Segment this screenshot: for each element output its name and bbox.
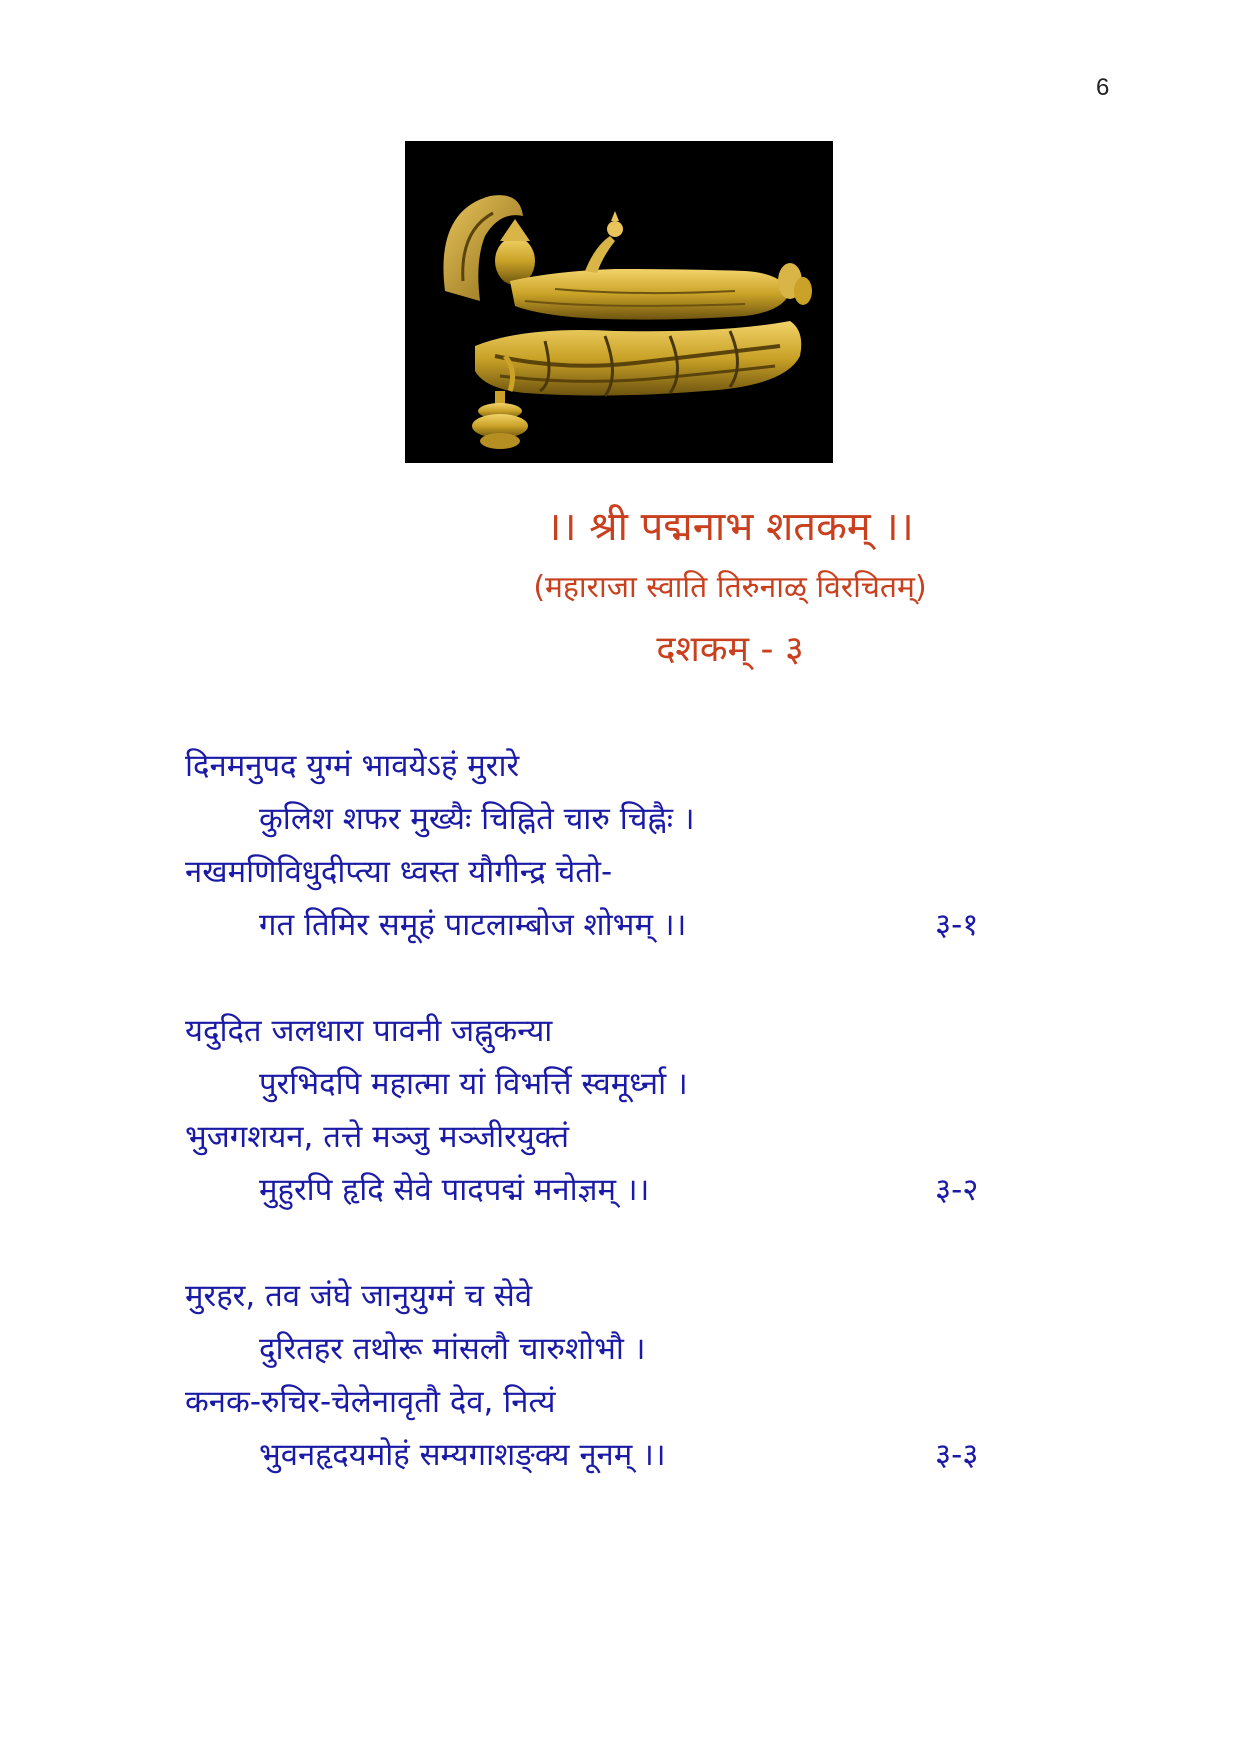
golden-reclining-deity-icon [405,141,833,463]
verse-list [185,740,1045,1535]
verse-line: कुलिश शफर मुख्यैः चिह्निते चारु चिह्नैः । [259,801,695,837]
deity-illustration [405,141,833,463]
page-subtitle: (महाराजा स्वाति तिरुनाळ् विरचितम्) [533,570,927,605]
verse-line: भुजगशयन, तत्ते मञ्जु मञ्जीरयुक्तं [185,1119,570,1155]
verse-line-text: भुवनहृदयमोहं सम्यगाशङ्क्य नूनम् ।। [259,1437,666,1473]
verse-line-text: गत तिमिर समूहं पाटलाम्बोज शोभम् ।। [259,907,687,943]
page-number: 6 [1096,74,1110,101]
verse-number: ३-३ [935,1437,979,1473]
title-block [0,495,1240,683]
verse-line-text: मुहुरपि हृदि सेवे पादपद्मं मनोज्ञम् ।। [259,1172,650,1208]
verse [185,740,1045,952]
verse-line-last [185,1164,1045,1217]
verse-line: कनक-रुचिर-चेलेनावृतौ देव, नित्यं [185,1384,556,1420]
verse-line: मुरहर, तव जंघे जानुयुग्मं च सेवे [185,1278,533,1314]
verse [185,1005,1045,1217]
verse-number: ३-२ [935,1172,979,1208]
verse-line-last [185,1429,1045,1482]
page-title: ।। श्री पद्मनाभ शतकम् ।। [546,504,914,550]
verse-line: दिनमनुपद युग्मं भावयेऽहं मुरारे [185,748,520,784]
verse-line-last [185,899,1045,952]
verse-line: नखमणिविधुदीप्त्या ध्वस्त यौगीन्द्र चेतो- [185,854,613,890]
verse-line: यदुदित जलधारा पावनी जह्नुकन्या [185,1013,553,1049]
verse-line: दुरितहर तथोरू मांसलौ चारुशोभौ । [259,1331,646,1367]
verse-line: पुरभिदपि महात्मा यां विभर्त्ति स्वमूर्ध्ना । [259,1066,688,1102]
verse [185,1270,1045,1482]
verse-number: ३-१ [935,907,979,943]
section-heading: दशकम् - ३ [656,629,804,670]
